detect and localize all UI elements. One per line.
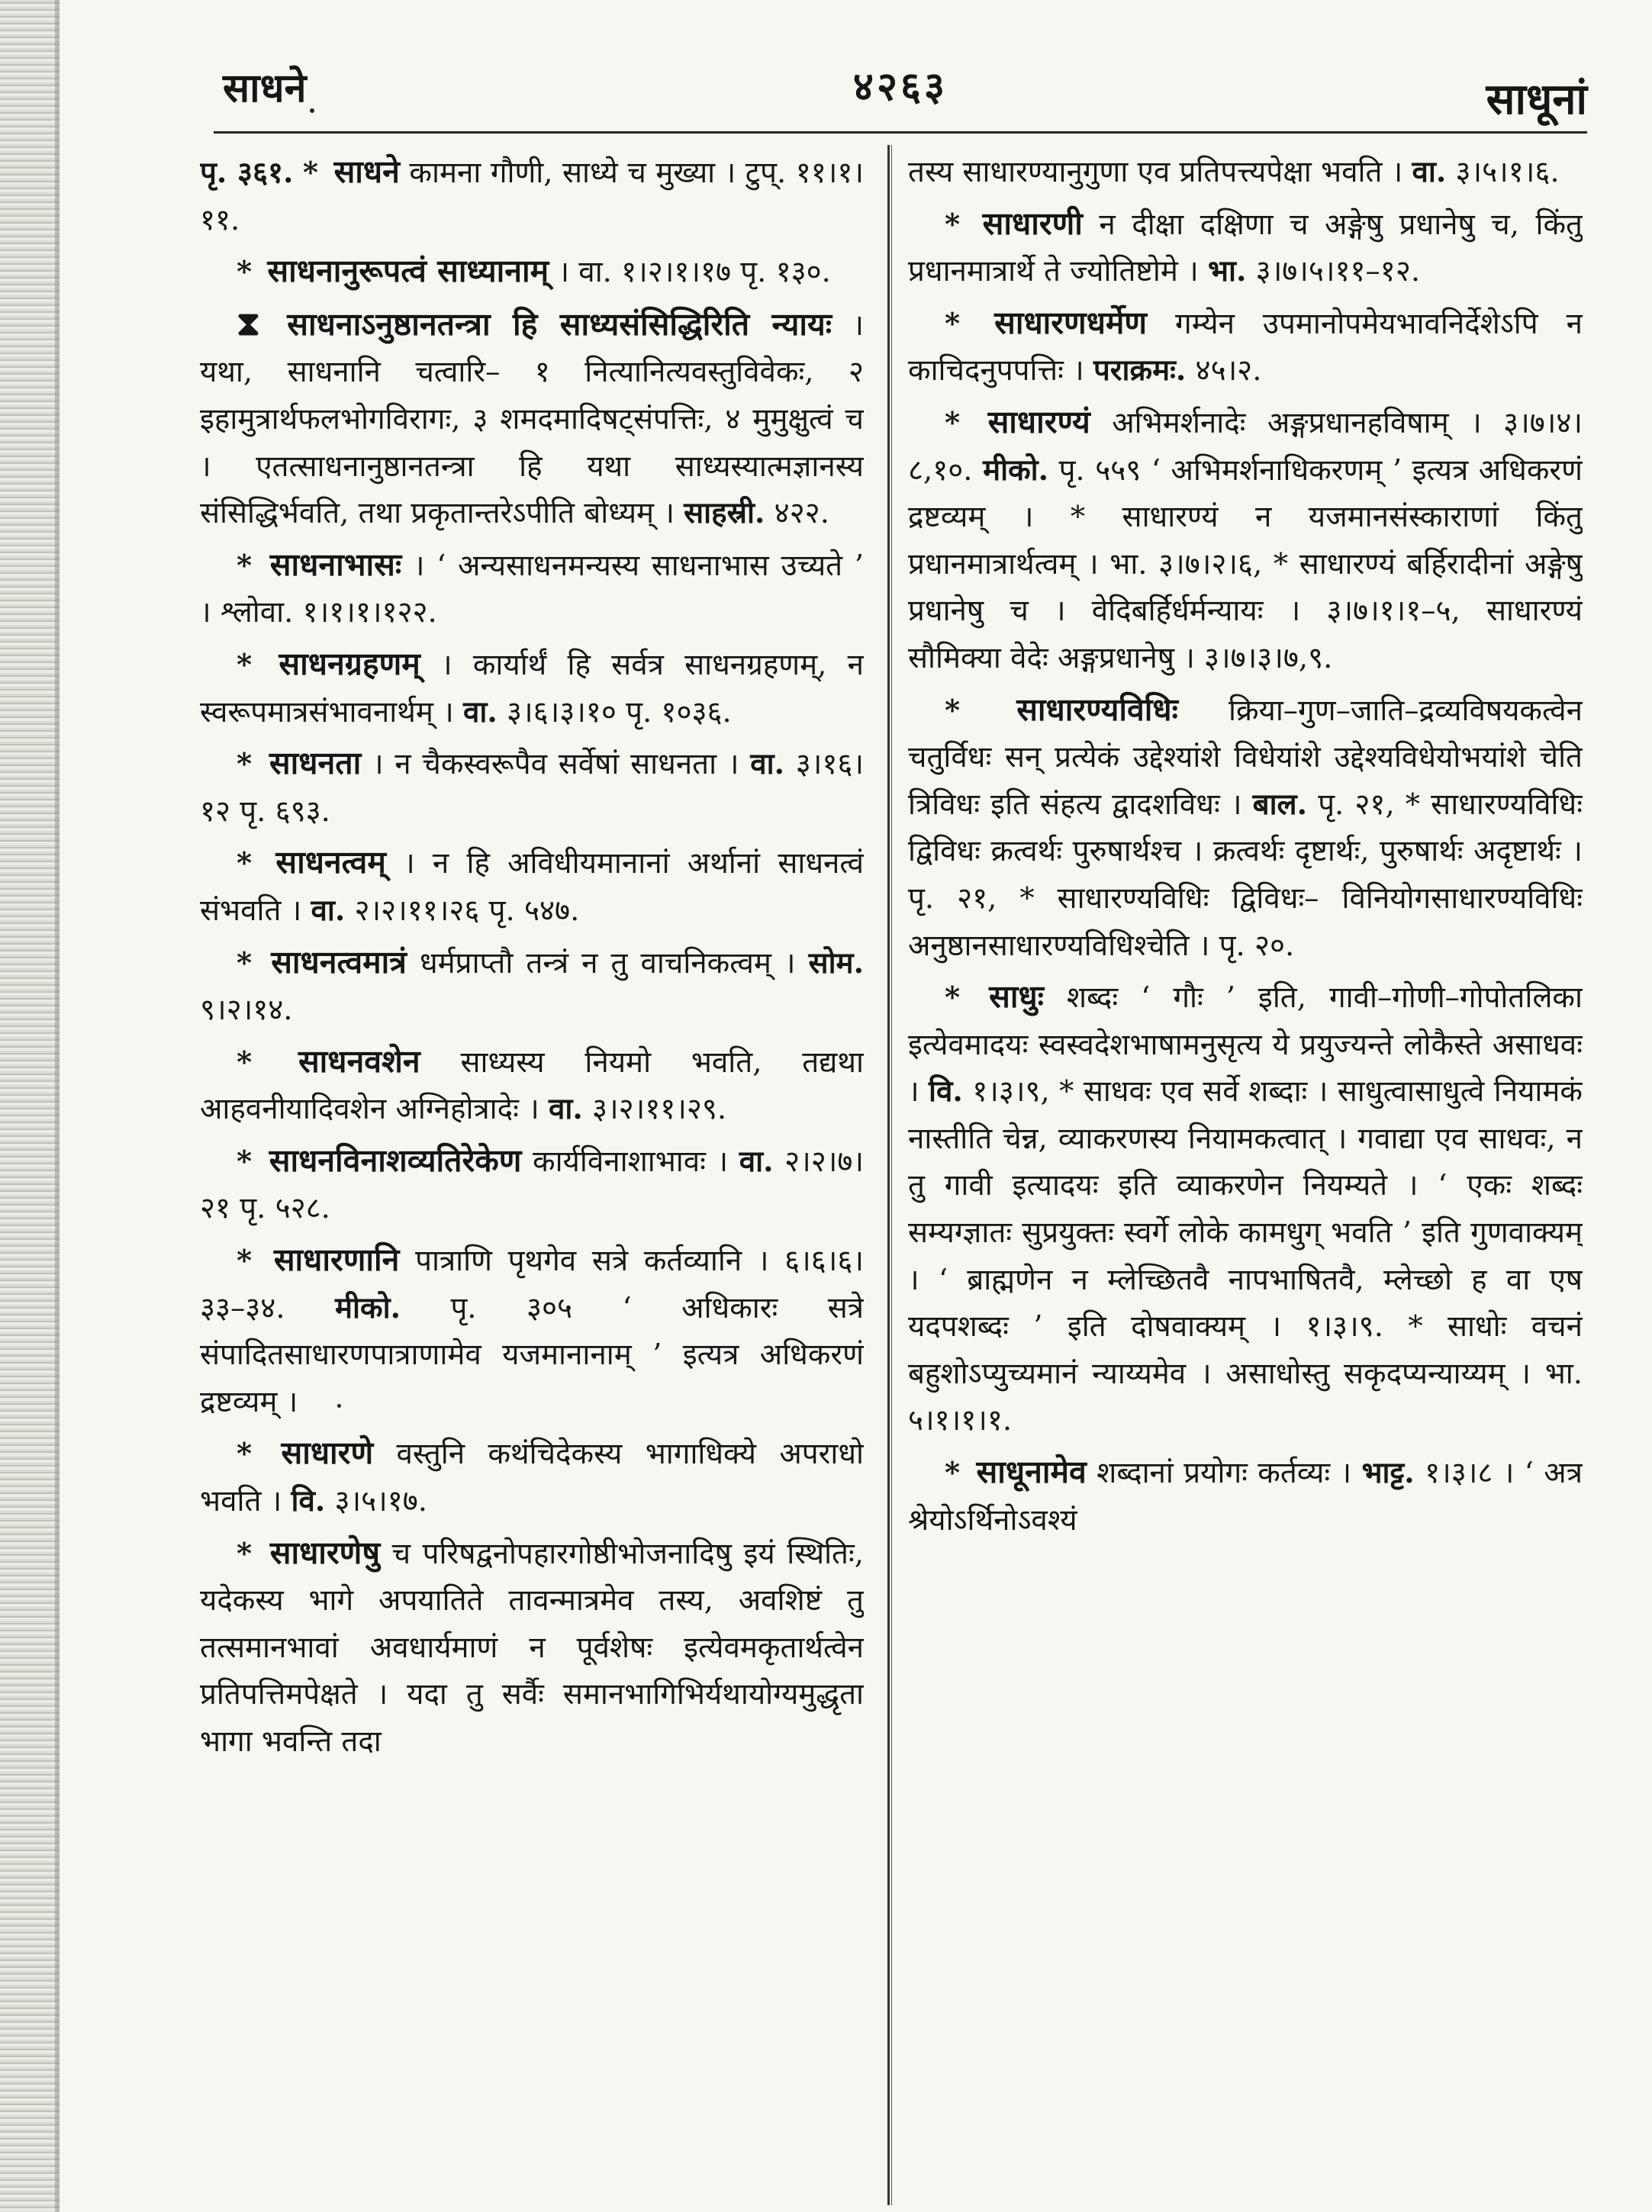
- page-binding-edge: [0, 0, 60, 2212]
- entry-marker: *: [237, 1536, 253, 1571]
- dictionary-entry: [908, 149, 1583, 196]
- entry-source-detail: ३।७।५।११–१२.: [1255, 254, 1421, 289]
- dictionary-entry: [200, 301, 864, 537]
- dictionary-entry: [200, 248, 864, 296]
- entry-text: कार्यविनाशाभावः ।: [533, 1144, 729, 1179]
- entry-source-ref: वा.: [750, 747, 784, 782]
- entry-marker: *: [237, 548, 253, 583]
- dictionary-entry: [200, 641, 864, 736]
- right-column: [908, 149, 1583, 2178]
- entry-text: साध्यस्य नियमो भवति, तद्यथा आहवनीयादिवशेन अग्निहोत्रादेः ।: [200, 1045, 864, 1127]
- entry-text: तस्य साधारण्यानुगुणा एव प्रतिपत्त्यपेक्षा भवति ।: [908, 155, 1403, 189]
- entry-source-ref: भाट्ट.: [1361, 1456, 1415, 1491]
- entry-headword: साधारणधर्मेण: [994, 304, 1148, 341]
- entry-source-ref: साहस्री.: [684, 496, 765, 531]
- entry-text: अभिमर्शनादेः अङ्गप्रधानहविषाम् । ३।७।४।८,१०.: [908, 405, 1583, 488]
- entry-source-ref: भा.: [1207, 254, 1247, 289]
- entry-marker: *: [237, 1437, 253, 1472]
- entry-source-ref: वा.: [311, 893, 346, 928]
- entry-headword: साधनाभासः: [269, 546, 402, 583]
- entry-source-ref: मीको.: [983, 452, 1049, 488]
- entry-text: धर्मप्राप्तौ तन्त्रं न तु वाचनिकत्वम् ।: [419, 945, 796, 980]
- entry-source-ref: वा.: [1412, 155, 1447, 189]
- entry-headword: साधनविनाशव्यतिरेकेण: [269, 1141, 522, 1179]
- entry-marker: *: [945, 405, 961, 440]
- entry-text: । कार्यार्थं हि सर्वत्र साधनग्रहणम्, न स्वरूपमात्रसंभावनार्थम् ।: [200, 647, 864, 729]
- entry-text: च परिषद्वनोपहारगोष्ठीभोजनादिषु इयं स्थितिः, यदेकस्य भागे अपयातिते तावन्मात्रमेव तस्य, अवशिष्टं तु तत्समानभावां अवधार्यमाणं न पूर्वशेषः इत्येवमकृतार्थत्वेन प्रतिपत्तिमपेक्षते । यदा तु सर्वैः समानभागिभिर्यथायोग्यमुद्धृता भागा भवन्ति तदा: [200, 1536, 864, 1759]
- entry-text: शब्दः ‘ गौः ’ इति, गावी–गोणी–गोपोतलिका इत्येवमादयः स्वस्वदेशभाषामनुसृत्य ये प्रयुज्यन्ते लोकैस्ते असाधवः ।: [908, 980, 1583, 1109]
- entry-source-ref: वा.: [548, 1092, 583, 1127]
- entry-marker: *: [237, 1244, 253, 1279]
- entry-marker: ⧗: [237, 304, 260, 343]
- entry-text: न दीक्षा दक्षिणा च अङ्गेषु प्रधानेषु च, किंतु प्रधानमात्रार्थे ते ज्योतिष्टोमे ।: [908, 207, 1583, 289]
- entry-source-detail: पृ. ५५९ ‘ अभिमर्शनाधिकरणम् ’ इत्यत्र अधिकरणं द्रष्टव्यम् । * साधारण्यं न यजमानसंस्काराणां किंतु प्रधानमात्रार्थत्वम् । भा. ३।७।२।६, * साधारण्यं बर्हिरादीनां अङ्गेषु प्रधानेषु च । वेदिबर्हिर्धर्मन्यायः । ३।७।१।१–५, साधारण्यं सौमिक्या वेदेः अङ्गप्रधानेषु । ३।७।३।७,९.: [908, 452, 1583, 675]
- entry-source-detail: १।३।८ । ‘ अत्र श्रेयोऽर्थिनोऽवश्यं: [908, 1456, 1583, 1537]
- entry-text: । न हि अविधीयमानानां अर्थानां साधनत्वं संभवति ।: [200, 846, 864, 928]
- entry-text: क्रिया–गुण–जाति–द्रव्यविषयकत्वेन चतुर्विधः सन् प्रत्येकं उद्देश्यांशे विधेयांशे उद्देश्यविधेयोभयांशे चेति त्रिविधः इति संहत्य द्वादशविधः ।: [908, 693, 1583, 822]
- entry-source-ref: वा.: [739, 1144, 774, 1179]
- entry-headword: साधारणानि: [273, 1241, 400, 1279]
- entry-marker: *: [237, 846, 253, 881]
- entry-headword: साधने: [333, 153, 400, 190]
- entry-source-detail: ३।१६।१२ पृ. ६९३.: [200, 747, 864, 829]
- entry-source-detail: १।३।९, * साधवः एव सर्वे शब्दाः । साधुत्वासाधुत्वे नियामकं नास्तीति चेन्न, व्याकरणस्य नियामकत्वात् । गवाद्या एव साधवः, न तु गावी इत्यादयः इति व्याकरणेन नियम्यते । ‘ एकः शब्दः सम्यग्ज्ञातः सुप्रयुक्तः स्वर्गे लोके कामधुग् भवति ’ इति गुणवाक्यम् । ‘ ब्राह्मणेन न म्लेच्छितवै नापभाषितवै, म्लेच्छो ह वा एष यदपशब्दः ’ इति दोषवाक्यम् । १।३।९. * साधोः वचनं बहुशोऽप्युच्यमानं न्याय्यमेव । असाधोस्तु सकृदप्यन्याय्यम् । भा. ५।१।१।१.: [908, 1074, 1583, 1438]
- entry-source-detail: ३।६।३।१० पृ. १०३६.: [506, 694, 732, 729]
- dictionary-entry: [200, 1237, 864, 1425]
- entry-headword: साधनाऽनुष्ठानतन्त्रा हि साध्यसंसिद्धिरिति न्यायः: [287, 305, 832, 343]
- entry-source-detail: ४५।२.: [1195, 353, 1262, 388]
- entry-marker: *: [945, 980, 961, 1016]
- entry-source-ref: वा.: [462, 694, 498, 729]
- entry-headword: साधारण्यं: [987, 403, 1090, 440]
- entry-text: गम्येन उपमानोपमेयभावनिर्देशेऽपि न काचिदनुपपत्तिः ।: [908, 306, 1583, 388]
- page-number: ४२६३: [852, 63, 948, 110]
- header-rule: [214, 131, 1587, 134]
- entry-headword: साधनानुरूपत्वं साध्यानाम्: [267, 253, 549, 290]
- entry-source-ref: वि.: [929, 1074, 963, 1109]
- dictionary-entry: [908, 300, 1583, 394]
- dictionary-entry: [200, 1038, 864, 1133]
- dictionary-entry: [200, 1530, 864, 1766]
- dictionary-entry: [200, 839, 864, 934]
- entry-source-ref: पराक्रमः.: [1093, 353, 1187, 388]
- entry-marker: *: [237, 1045, 253, 1080]
- dictionary-entry: [200, 740, 864, 835]
- entry-headword: साधारण्यविधिः: [1016, 691, 1178, 728]
- entry-marker: *: [237, 255, 253, 290]
- entry-text: । ‘ अन्यसाधनमन्यस्य साधनाभास उच्यते ’ । श्लोवा. १।१।१।१२२.: [200, 548, 864, 630]
- entry-marker: *: [302, 156, 319, 190]
- entry-source-detail: २।२।७।२१ पृ. ५२८.: [200, 1144, 864, 1226]
- running-head-right: साधूनां: [1486, 74, 1587, 124]
- stray-ink-dot: [310, 108, 314, 113]
- dictionary-entry: [200, 939, 864, 1034]
- entry-marker: *: [237, 647, 253, 682]
- entry-headword: साधुः: [989, 978, 1044, 1016]
- entry-source-ref: वि.: [291, 1484, 326, 1519]
- entry-headword: साधनत्वम्: [275, 844, 386, 881]
- entry-source-detail: ३।५।१।६.: [1455, 155, 1560, 189]
- entry-text: । यथा, साधनानि चत्वारि– १ नित्यानित्यवस्तुविवेकः, २ इहामुत्रार्थफलभोगविरागः, ३ शमदमादिषट्संपत्तिः, ४ मुमुक्षुत्वं च । एतत्साधनानुष्ठानतन्त्रा हि यथा साध्यस्यात्मज्ञानस्य संसिद्धिर्भवति, तथा प्रकृतान्तरेऽपीति बोध्यम् ।: [200, 307, 864, 531]
- stray-ink-dot: [337, 1404, 341, 1408]
- dictionary-entry: [908, 399, 1583, 682]
- entry-text: पात्राणि पृथगेव सत्रे कर्तव्यानि । ६।६।६।३३–३४.: [200, 1244, 864, 1325]
- entry-headword: साधनत्वमात्रं: [271, 943, 407, 980]
- entry-marker: *: [945, 1456, 961, 1491]
- entry-headword: साधनवशेन: [298, 1042, 420, 1080]
- entry-headword: साधारणेषु: [269, 1534, 381, 1571]
- entry-headword: साधनग्रहणम्: [279, 645, 420, 682]
- entry-headword: साधारणी: [982, 204, 1083, 242]
- entry-marker: *: [237, 747, 253, 782]
- entry-source-ref: सोम.: [808, 945, 864, 980]
- entry-marker: *: [237, 945, 253, 980]
- column-divider: [887, 145, 890, 2205]
- entry-source-detail: २।२।११।२६ पृ. ५४७.: [354, 893, 580, 928]
- entry-headword: साधूनामेव: [976, 1454, 1087, 1491]
- entry-source-detail: ४२२.: [774, 496, 829, 531]
- dictionary-entry: [908, 201, 1583, 295]
- entry-reference-prefix: पृ. ३६१.: [200, 156, 294, 190]
- entry-marker: *: [945, 693, 961, 728]
- left-column: [200, 149, 864, 2178]
- running-head-left: साधने: [223, 65, 307, 111]
- entry-text: । न चैकस्वरूपैव सर्वेषां साधनता ।: [372, 747, 739, 782]
- entry-source-detail: ९।२।१४.: [200, 993, 293, 1028]
- entry-source-detail: ३।५।१७.: [334, 1484, 428, 1519]
- entry-text: कामना गौणी, साध्ये च मुख्या । टुप्. ११।१।११.: [200, 156, 864, 237]
- entry-text: शब्दानां प्रयोगः कर्तव्यः ।: [1097, 1456, 1352, 1491]
- dictionary-entry: [908, 687, 1583, 970]
- dictionary-entry: [200, 149, 864, 243]
- entry-source-ref: बाल.: [1252, 787, 1308, 822]
- running-head: [214, 53, 1587, 122]
- entry-headword: साधारणे: [281, 1434, 374, 1472]
- dictionary-entry: [908, 1449, 1583, 1544]
- entry-marker: *: [237, 1144, 253, 1179]
- dictionary-entry: [200, 1430, 864, 1525]
- entry-source-detail: पृ. ३०५ ‘ अधिकारः सत्रे संपादितसाधारणपात्राणामेव यजमानानाम् ’ इत्यत्र अधिकरणं द्रष्टव्यम् ।: [200, 1290, 864, 1419]
- entry-marker: *: [945, 306, 961, 341]
- entry-headword: साधनता: [269, 745, 362, 782]
- entry-source-detail: पृ. २१, * साधारण्यविधिः द्विविधः क्रत्वर्थः पुरुषार्थश्च । क्रत्वर्थः दृष्टार्थः, पुरुषार्थः अदृष्टार्थः । पृ. २१, * साधारण्यविधिः द्विविधः– विनियोगसाधारण्यविधिः अनुष्ठानसाधारण्यविधिश्चेति । पृ. २०.: [908, 787, 1583, 963]
- dictionary-entry: [200, 1138, 864, 1232]
- entry-marker: *: [945, 207, 961, 242]
- dictionary-entry: [200, 542, 864, 636]
- entry-text: । वा. १।२।१।१७ पृ. १३०.: [558, 255, 831, 290]
- dictionary-entry: [908, 974, 1583, 1444]
- entry-source-detail: ३।२।११।२९.: [592, 1092, 727, 1127]
- entry-source-ref: मीको.: [335, 1290, 401, 1325]
- entry-text: वस्तुनि कथंचिदेकस्य भागाधिक्ये अपराधो भवति ।: [200, 1437, 864, 1519]
